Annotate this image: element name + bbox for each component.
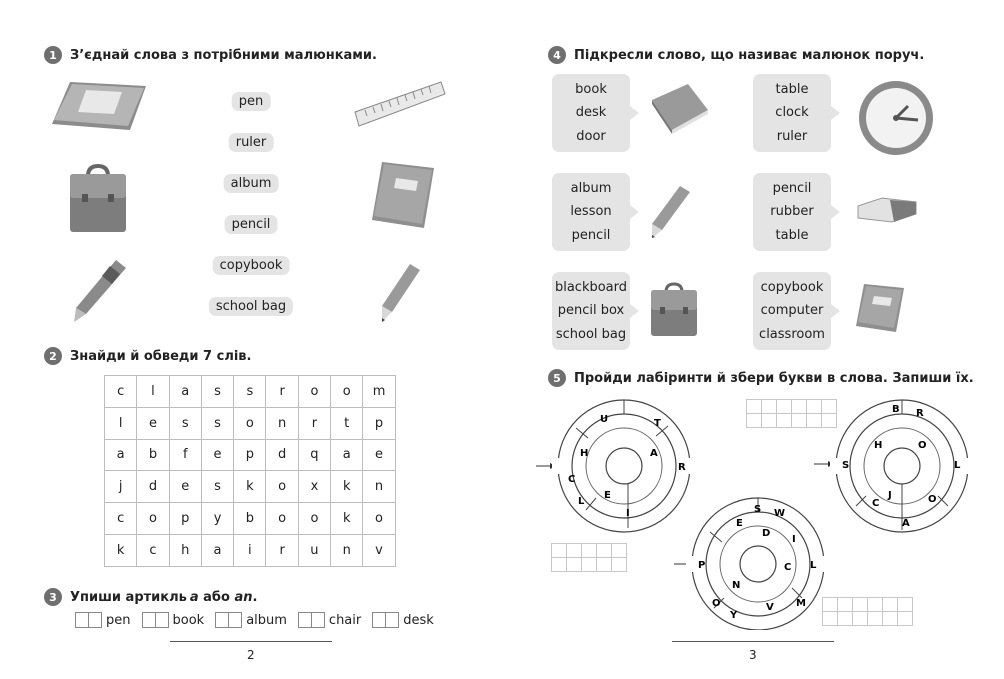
word-search-cell[interactable]: o — [298, 503, 330, 535]
maze-letter: O — [712, 598, 721, 609]
word-search-cell[interactable]: a — [169, 376, 201, 408]
word-search-cell[interactable]: l — [137, 376, 169, 408]
word-search-cell[interactable]: p — [169, 503, 201, 535]
choice-word[interactable]: table — [775, 227, 809, 243]
task-1-title: З’єднай слова з потрібними малюнками. — [70, 47, 377, 63]
article-word: chair — [328, 612, 362, 628]
word-pill-pencil[interactable]: pencil — [225, 215, 278, 234]
word-search-cell[interactable]: h — [169, 534, 201, 566]
maze-letter: O — [928, 494, 937, 505]
word-search-cell[interactable]: c — [137, 534, 169, 566]
maze-letter: C — [568, 474, 576, 485]
school-bag-icon[interactable] — [66, 164, 130, 234]
word-search-row — [105, 471, 396, 503]
word-search-cell[interactable]: j — [105, 471, 137, 503]
article-input[interactable] — [229, 612, 242, 628]
pen-icon[interactable] — [70, 258, 130, 324]
footer-line — [170, 641, 332, 642]
task-3-header — [44, 588, 257, 606]
word-search-cell[interactable]: d — [266, 439, 298, 471]
word-search-cell[interactable]: e — [363, 439, 395, 471]
maze-letter: M — [796, 598, 806, 609]
word-search-cell[interactable]: o — [331, 376, 363, 408]
word-search-cell[interactable]: c — [105, 503, 137, 535]
school-bag-icon — [648, 282, 700, 338]
article-input[interactable] — [142, 612, 156, 628]
choice-box — [552, 173, 630, 251]
word-search-cell[interactable]: o — [266, 471, 298, 503]
maze-letter: H — [580, 448, 589, 459]
word-search-row — [105, 534, 396, 566]
maze-2[interactable] — [674, 490, 834, 630]
word-pill-ruler[interactable]: ruler — [229, 133, 274, 152]
article-input[interactable] — [312, 612, 325, 628]
choice-word[interactable]: ruler — [776, 128, 808, 144]
choice-box — [552, 272, 630, 350]
word-search-cell[interactable]: l — [105, 407, 137, 439]
article-input[interactable] — [75, 612, 89, 628]
choice-word[interactable]: book — [575, 82, 607, 98]
choice-word[interactable]: copybook — [760, 280, 824, 296]
word-search-cell[interactable]: e — [169, 471, 201, 503]
word-search-cell[interactable]: o — [137, 503, 169, 535]
maze-letter: E — [736, 518, 743, 529]
page-number: 3 — [749, 648, 757, 662]
word-search-cell[interactable]: r — [266, 534, 298, 566]
choice-word[interactable]: computer — [760, 303, 824, 319]
maze-letter: L — [810, 560, 817, 571]
article-input[interactable] — [89, 612, 102, 628]
maze-letter: S — [842, 460, 850, 471]
maze-letter: W — [774, 508, 786, 519]
page-number: 2 — [247, 648, 255, 662]
word-search-row — [105, 503, 396, 535]
word-search-cell[interactable]: s — [201, 376, 233, 408]
choice-word[interactable]: school bag — [555, 326, 627, 342]
word-search-cell[interactable]: k — [234, 471, 266, 503]
word-search-cell[interactable]: r — [266, 376, 298, 408]
choice-word[interactable]: clock — [775, 105, 809, 121]
maze-letter: H — [874, 440, 883, 451]
word-search-cell[interactable]: s — [169, 407, 201, 439]
word-search-cell[interactable]: y — [201, 503, 233, 535]
task-3-title-an: an — [234, 589, 253, 605]
maze-3[interactable] — [814, 396, 990, 536]
maze-letter: T — [654, 418, 661, 429]
article-row — [75, 612, 445, 628]
task-2-number: 2 — [44, 347, 62, 365]
word-search-cell[interactable]: p — [234, 439, 266, 471]
maze-letter: L — [954, 460, 961, 471]
word-search-cell[interactable]: k — [331, 471, 363, 503]
choice-word[interactable]: blackboard — [554, 280, 628, 296]
task-3-title-prefix: Упиши артикль — [70, 589, 187, 605]
answer-grid[interactable] — [552, 544, 627, 572]
word-search-cell[interactable]: c — [105, 376, 137, 408]
clock-icon — [856, 78, 936, 158]
word-search-cell[interactable]: n — [266, 407, 298, 439]
pencil-icon[interactable] — [378, 262, 422, 324]
choice-word[interactable]: table — [775, 82, 809, 98]
article-item — [215, 612, 287, 628]
word-search-cell[interactable]: v — [363, 534, 395, 566]
article-word: pen — [106, 612, 131, 628]
choice-word[interactable]: pencil — [772, 181, 812, 197]
article-item — [75, 612, 131, 628]
choice-box — [753, 272, 831, 350]
task-5-title: Пройди лабіринти й збери букви в слова. Запиши їх. — [574, 370, 974, 386]
choice-word[interactable]: classroom — [759, 326, 825, 342]
word-search-cell[interactable]: o — [234, 407, 266, 439]
maze-letter: J — [888, 490, 892, 501]
word-search-cell[interactable]: i — [234, 534, 266, 566]
article-word: desk — [403, 612, 434, 628]
maze-letter: A — [650, 448, 658, 459]
article-item — [142, 612, 205, 628]
footer-line — [672, 641, 834, 642]
maze-letter: O — [918, 440, 927, 451]
task-4-number: 4 — [548, 46, 566, 64]
word-search-cell[interactable]: p — [363, 407, 395, 439]
rubber-icon — [854, 194, 920, 224]
task-3-title-end: . — [252, 589, 258, 605]
word-pill-album[interactable]: album — [224, 174, 279, 193]
maze-letter: R — [916, 408, 924, 419]
word-search-cell[interactable]: e — [137, 407, 169, 439]
maze-letter: S — [754, 504, 762, 515]
choice-word[interactable]: pencil — [571, 227, 611, 243]
ruler-icon[interactable] — [353, 80, 447, 130]
word-search-cell[interactable]: s — [234, 376, 266, 408]
word-search-cell[interactable]: s — [201, 471, 233, 503]
maze-letter: D — [762, 528, 771, 539]
word-search-cell[interactable]: u — [298, 534, 330, 566]
choice-box — [552, 74, 630, 152]
copybook-icon[interactable] — [370, 160, 436, 230]
article-input[interactable] — [215, 612, 229, 628]
choice-word[interactable]: door — [576, 128, 606, 144]
article-word: book — [172, 612, 205, 628]
word-search-cell[interactable]: o — [298, 376, 330, 408]
word-search-cell[interactable]: o — [266, 503, 298, 535]
word-search-row — [105, 376, 396, 408]
pencil-icon — [648, 184, 692, 240]
word-search-cell[interactable]: r — [298, 407, 330, 439]
album-icon[interactable] — [50, 80, 148, 132]
maze-letter: I — [626, 508, 630, 519]
task-3-title-a: a — [189, 589, 199, 605]
maze-letter: N — [732, 580, 741, 591]
word-search-cell[interactable]: o — [363, 503, 395, 535]
word-pill-school-bag[interactable]: school bag — [209, 297, 293, 316]
choice-word[interactable]: pencil box — [557, 303, 625, 319]
word-search-cell[interactable]: a — [201, 534, 233, 566]
choice-word[interactable]: album — [570, 181, 612, 197]
maze-letter: P — [698, 560, 706, 571]
maze-letter: C — [784, 562, 792, 573]
answer-grid[interactable] — [823, 598, 913, 626]
word-search-cell[interactable]: x — [298, 471, 330, 503]
maze-letter: L — [578, 496, 585, 507]
copybook-icon — [854, 282, 906, 334]
task-4-title: Підкресли слово, що називає малюнок поруч. — [574, 47, 925, 63]
word-search-cell[interactable]: a — [331, 439, 363, 471]
article-input[interactable] — [156, 612, 169, 628]
maze-letter: Y — [730, 610, 738, 621]
article-item — [298, 612, 361, 628]
choice-box — [753, 173, 831, 251]
task-5-header — [548, 369, 974, 387]
word-search-cell[interactable]: k — [105, 534, 137, 566]
word-search-cell[interactable]: e — [201, 439, 233, 471]
choice-word[interactable]: desk — [575, 105, 607, 121]
maze-letter: B — [892, 404, 900, 415]
article-input[interactable] — [372, 612, 386, 628]
maze-letter: I — [792, 534, 796, 545]
task-2-title: Знайди й обведи 7 слів. — [70, 348, 252, 364]
maze-letter: E — [604, 490, 611, 501]
word-search-row — [105, 439, 396, 471]
task-3-number: 3 — [44, 588, 62, 606]
choice-word[interactable]: rubber — [770, 204, 814, 220]
task-3-title-or: або — [198, 589, 235, 605]
maze-letter: V — [766, 602, 774, 613]
word-search-cell[interactable]: n — [331, 534, 363, 566]
task-4-header — [548, 46, 924, 64]
task-5-number: 5 — [548, 369, 566, 387]
choice-box — [753, 74, 831, 152]
word-search-cell[interactable]: q — [298, 439, 330, 471]
word-search-cell[interactable]: b — [234, 503, 266, 535]
word-search-cell[interactable]: n — [363, 471, 395, 503]
task-1-number: 1 — [44, 46, 62, 64]
article-input[interactable] — [386, 612, 399, 628]
word-pill-copybook[interactable]: copybook — [213, 256, 290, 275]
word-search-cell[interactable]: k — [331, 503, 363, 535]
task-2-header — [44, 347, 251, 365]
article-word: album — [246, 612, 287, 628]
word-search-grid — [104, 375, 396, 567]
book-icon — [648, 82, 710, 134]
maze-letter: U — [600, 414, 609, 425]
word-search-cell[interactable]: d — [137, 471, 169, 503]
word-search-cell[interactable]: f — [169, 439, 201, 471]
right-page — [502, 0, 1004, 679]
maze-letter: R — [678, 462, 686, 473]
task-1-header — [44, 46, 377, 64]
maze-letter: A — [902, 518, 910, 529]
word-search-cell[interactable]: a — [105, 439, 137, 471]
word-pill-pen[interactable]: pen — [232, 92, 271, 111]
word-search-cell[interactable]: m — [363, 376, 395, 408]
choice-word[interactable]: lesson — [570, 204, 612, 220]
word-search-cell[interactable]: b — [137, 439, 169, 471]
maze-letter: C — [872, 498, 880, 509]
article-item — [372, 612, 434, 628]
word-search-cell[interactable]: s — [201, 407, 233, 439]
word-search-row — [105, 407, 396, 439]
article-input[interactable] — [298, 612, 312, 628]
word-search-cell[interactable]: t — [331, 407, 363, 439]
